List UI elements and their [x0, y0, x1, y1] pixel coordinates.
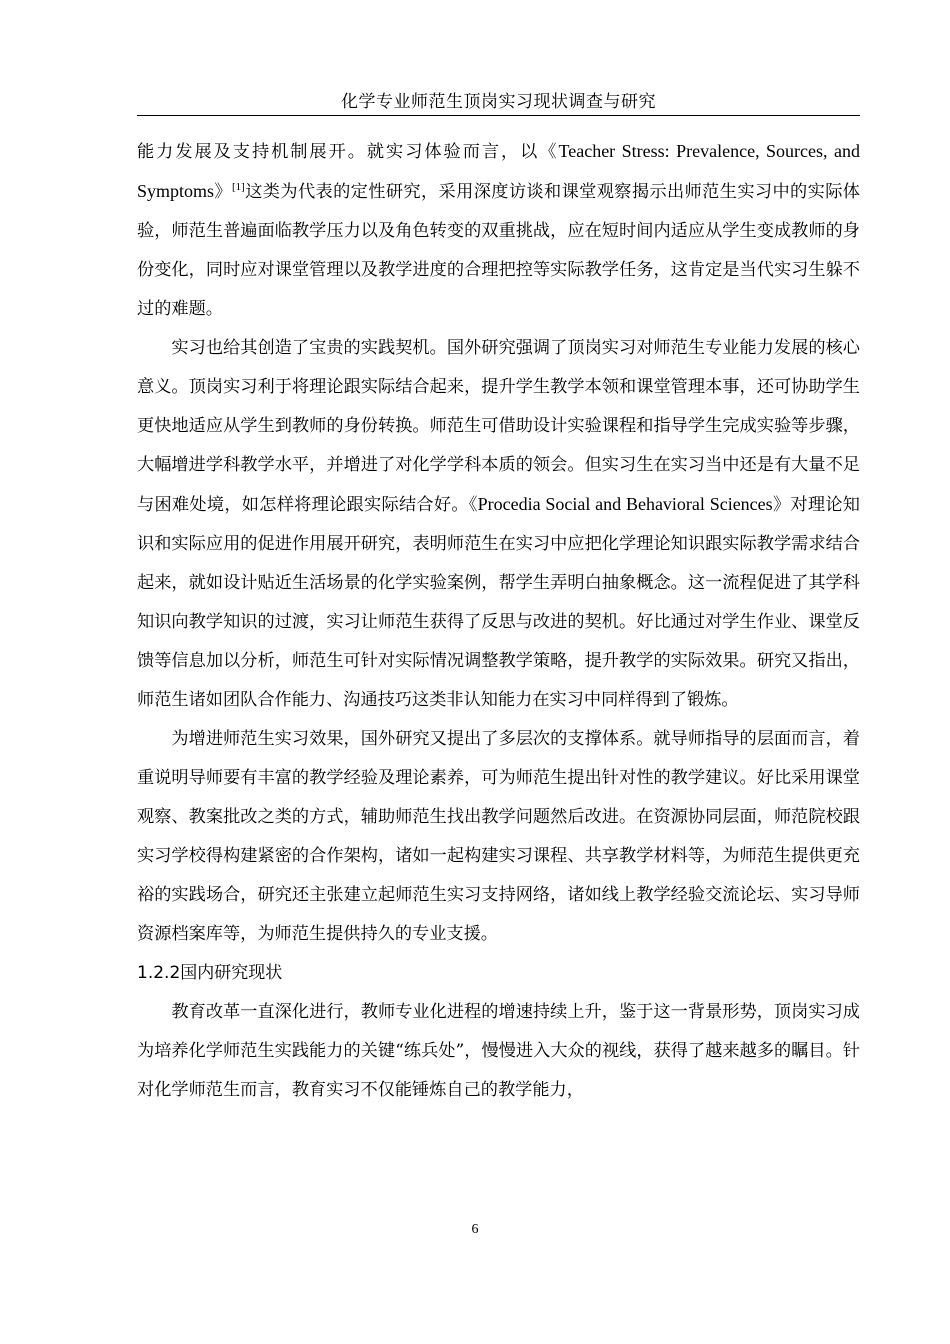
body-text [137, 132, 860, 1110]
paragraph-3: 为增进师范生实习效果，国外研究又提出了多层次的支撑体系。就导师指导的层面而言，着重说明导师要有丰富的教学经验及理论素养，可为师范生提出针对性的教学建议。好比采用课堂观察、教案批改之类的方式，辅助师范生找出教学问题然后改进。在资源协同层面，师范院校跟实习学校得构建紧密的合作架构，诸如一起构建实习课程、共享教学材料等，为师范生提供更充裕的实践场合，研究还主张建立起师范生实习支持网络，诸如线上教学经验交流论坛、实习导师资源档案库等，为师范生提供持久的专业支援。 [137, 729, 860, 944]
section-heading: 1.2.2国内研究现状 [137, 963, 283, 983]
paragraph-1-text-d: 这类为代表的定性研究，采用深度访谈和课堂观察揭示出师范生实习中的实际体验，师范生普遍面临教学压力以及角色转变的双重挑战，应在短时间内适应从学生变成教师的身份变化，同时应对课堂管理以及教学进度的合理把控等实际教学任务，这肯定是当代实习生躲不过的难题。 [137, 182, 860, 319]
paragraph-1 [137, 132, 860, 329]
paragraph-4: 教育改革一直深化进行，教师专业化进程的增速持续上升，鉴于这一背景形势，顶岗实习成为培养化学师范生实践能力的关键“练兵处”，慢慢进入大众的视线，获得了越来越多的瞩目。针对化学师范生而言，教育实习不仅能锤炼自己的教学能力， [137, 1002, 860, 1100]
cited-title-procedia: Procedia Social and Behavioral Sciences [477, 494, 773, 514]
paragraph-2 [137, 329, 860, 720]
paragraph-2-text-c: 》对理论知识和实际应用的促进作用展开研究，表明师范生在实习中应把化学理论知识跟实际教学需求结合起来，就如设计贴近生活场景的化学实验案例，帮学生弄明白抽象概念。这一流程促进了其学科知识向教学知识的过渡，实习让师范生获得了反思与改进的契机。好比通过对学生作业、课堂反馈等信息加以分析，师范生可针对实际情况调整教学策略，提升教学的实际效果。研究又指出，师范生诸如团队合作能力、沟通技巧这类非认知能力在实习中同样得到了锻炼。 [137, 495, 860, 710]
citation-marker: [1] [232, 181, 245, 193]
page-number: 6 [471, 1222, 479, 1237]
header-rule [137, 115, 860, 116]
running-header: 化学专业师范生顶岗实习现状调查与研究 [341, 92, 656, 112]
paragraph-2-text-a: 实习也给其创造了宝贵的实践契机。国外研究强调了顶岗实习对师范生专业能力发展的核心意义。顶岗实习利于将理论跟实际结合起来，提升学生教学本领和课堂管理本事，还可协助学生更快地适应从学生到教师的身份转换。师范生可借助设计实验课程和指导学生完成实验等步骤，大幅增进学科教学水平，并增进了对化学学科本质的领会。但实习生在实习当中还是有大量不足与困难处境，如怎样将理论跟实际结合好。《 [137, 338, 860, 515]
paragraph-1-text-a: 能力发展及支持机制展开。就实习体验而言，以《 [137, 142, 559, 162]
cited-title-teacher-stress: Teacher Stress: Prevalence, Sources, and Symptoms [137, 141, 860, 201]
paragraph-1-text-c: 》 [214, 182, 232, 202]
